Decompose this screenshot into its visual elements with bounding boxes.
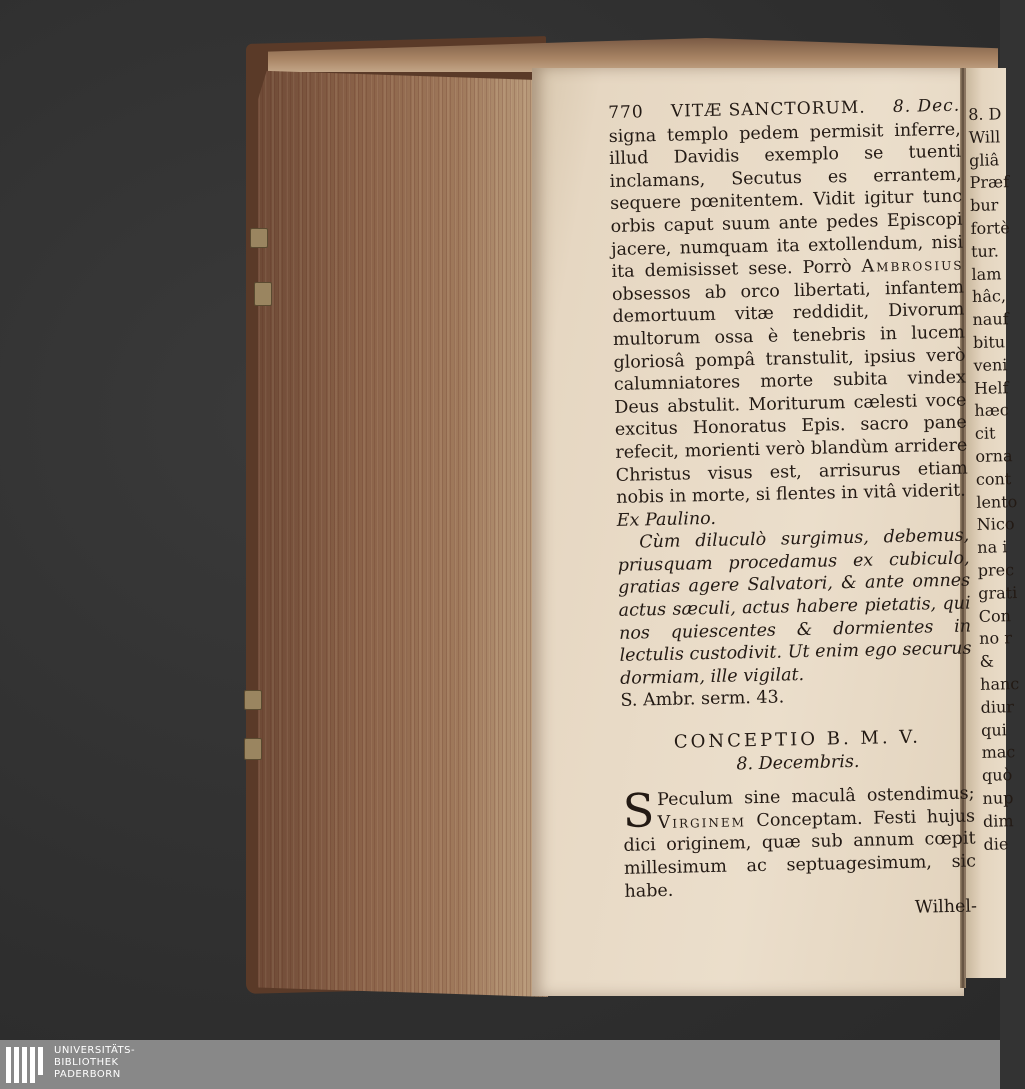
right-page-line: hâc, xyxy=(971,286,1007,307)
right-page-line: & xyxy=(979,651,995,672)
clasp-icon xyxy=(254,282,272,306)
quote-reference: S. Ambr. serm. 43. xyxy=(620,687,785,712)
right-page-line: lento xyxy=(976,491,1018,512)
saint-name: Ambrosius xyxy=(861,254,964,277)
right-page-line: diur xyxy=(980,696,1015,717)
right-page-line: mac xyxy=(981,742,1016,763)
right-page-line: cont xyxy=(975,468,1012,489)
right-page-line: nauf xyxy=(972,309,1009,330)
library-name-line-1: UNIVERSITÄTS- xyxy=(54,1045,136,1056)
footer-bar xyxy=(0,1040,1000,1089)
clasp-icon xyxy=(250,228,268,248)
right-page-line: no r xyxy=(979,628,1013,649)
right-page-line: qui xyxy=(980,719,1007,740)
drop-cap: S xyxy=(622,783,655,839)
right-page-line: cit xyxy=(974,423,996,444)
paragraph-text-continued: obsessos ab orco libertati, infantem demortuum vitæ reddidit, Divorum multorum ossa è tenebris in lucem gloriosâ pompâ transtulit, ipsius verò calumniatores morte subita vindex Deus abstulit. Moriturum cælesti voce excitus Honoratus Epis. sacro pane refecit, morienti verò blandùm arridere Christus visus est, arrisurus etiam nobis in morte, si flentes in vitâ viderit. xyxy=(611,277,968,509)
right-page-line: gliâ xyxy=(968,149,1000,170)
right-page-line: 8. D xyxy=(968,104,1002,124)
library-name xyxy=(54,1045,135,1081)
library-name-line-2: BIBLIOTHEK xyxy=(54,1057,119,1068)
logo-bar xyxy=(30,1047,35,1083)
virginem-word: Virginem xyxy=(657,811,747,833)
right-page-line: dim xyxy=(982,810,1014,831)
feast-text: Peculum sine maculâ ostendimus; xyxy=(656,783,975,811)
right-page-line: hæc xyxy=(974,400,1009,421)
paragraph-text: signa templo pedem permisit inferre, illud Davidis exemplo se tuenti inclamans, Secutus es errantem, sequere pœnitentem. Vidit igitur tunc orbis caput suum ante pedes Episcopi jacere, numquam ita extollendum, nisi ita demisisset sese. Porrò xyxy=(608,119,964,283)
feast-text-continued: Conceptam. Festi hujus dici originem, quæ sub annum cœpit millesimum ac septuagesimum, sic habe. xyxy=(623,806,977,902)
right-page-line: Con xyxy=(978,605,1012,626)
running-title: VITÆ SANCTORUM. xyxy=(670,97,866,122)
right-page-line: tur. xyxy=(970,241,999,261)
body-paragraph xyxy=(608,118,968,509)
clasp-icon xyxy=(244,690,262,710)
right-page-line: na i xyxy=(977,537,1008,558)
right-page-line: die xyxy=(983,833,1009,854)
catchword: Wilhel- xyxy=(914,896,978,918)
right-page-line: fortè xyxy=(970,218,1010,238)
right-page-line: grati xyxy=(978,582,1018,603)
right-page-line: quò xyxy=(981,765,1013,785)
quotation: Cùm diluculò surgimus, debemus, priusquam procedamus ex cubiculo, gratias agere Salvatori, & ante omnes actus sæculi, actus habere pietatis, qui nos quiescentes & dormientes in lectulis custodivit. Ut enim ego securus dormiam, ille vigilat. xyxy=(617,525,972,689)
right-page-line: hanc xyxy=(979,673,1020,694)
right-page-line: veni xyxy=(973,354,1008,375)
right-page-line: bitu xyxy=(972,332,1006,352)
source-citation: Ex Paulino. xyxy=(616,508,717,531)
feast-date: 8. Decembris. xyxy=(736,751,860,775)
clasp-icon xyxy=(244,738,262,760)
feast-paragraph xyxy=(622,783,976,903)
right-page-line: Præf xyxy=(969,172,1010,193)
right-page-line: Will xyxy=(968,127,1001,147)
library-logo-icon xyxy=(6,1047,46,1083)
right-page-line: Nico xyxy=(976,514,1015,535)
page-number: 770 xyxy=(608,102,644,123)
logo-bar xyxy=(14,1047,19,1083)
right-page-line: lam xyxy=(971,263,1002,284)
right-page-line: bur xyxy=(969,195,999,216)
page-text-block xyxy=(608,95,977,926)
logo-bar xyxy=(38,1047,43,1075)
logo-bar xyxy=(6,1047,11,1083)
feast-title: CONCEPTIO B. M. V. xyxy=(673,726,922,753)
right-page-line: orna xyxy=(975,446,1013,466)
logo-bar xyxy=(22,1047,27,1083)
running-date: 8. Dec. xyxy=(892,95,961,118)
library-name-line-3: PADERBORN xyxy=(54,1069,121,1080)
right-page-line: nup xyxy=(982,788,1014,808)
book-fore-edge xyxy=(258,52,548,997)
right-page-line: prec xyxy=(977,560,1015,580)
right-page-line: Helf xyxy=(973,377,1009,398)
